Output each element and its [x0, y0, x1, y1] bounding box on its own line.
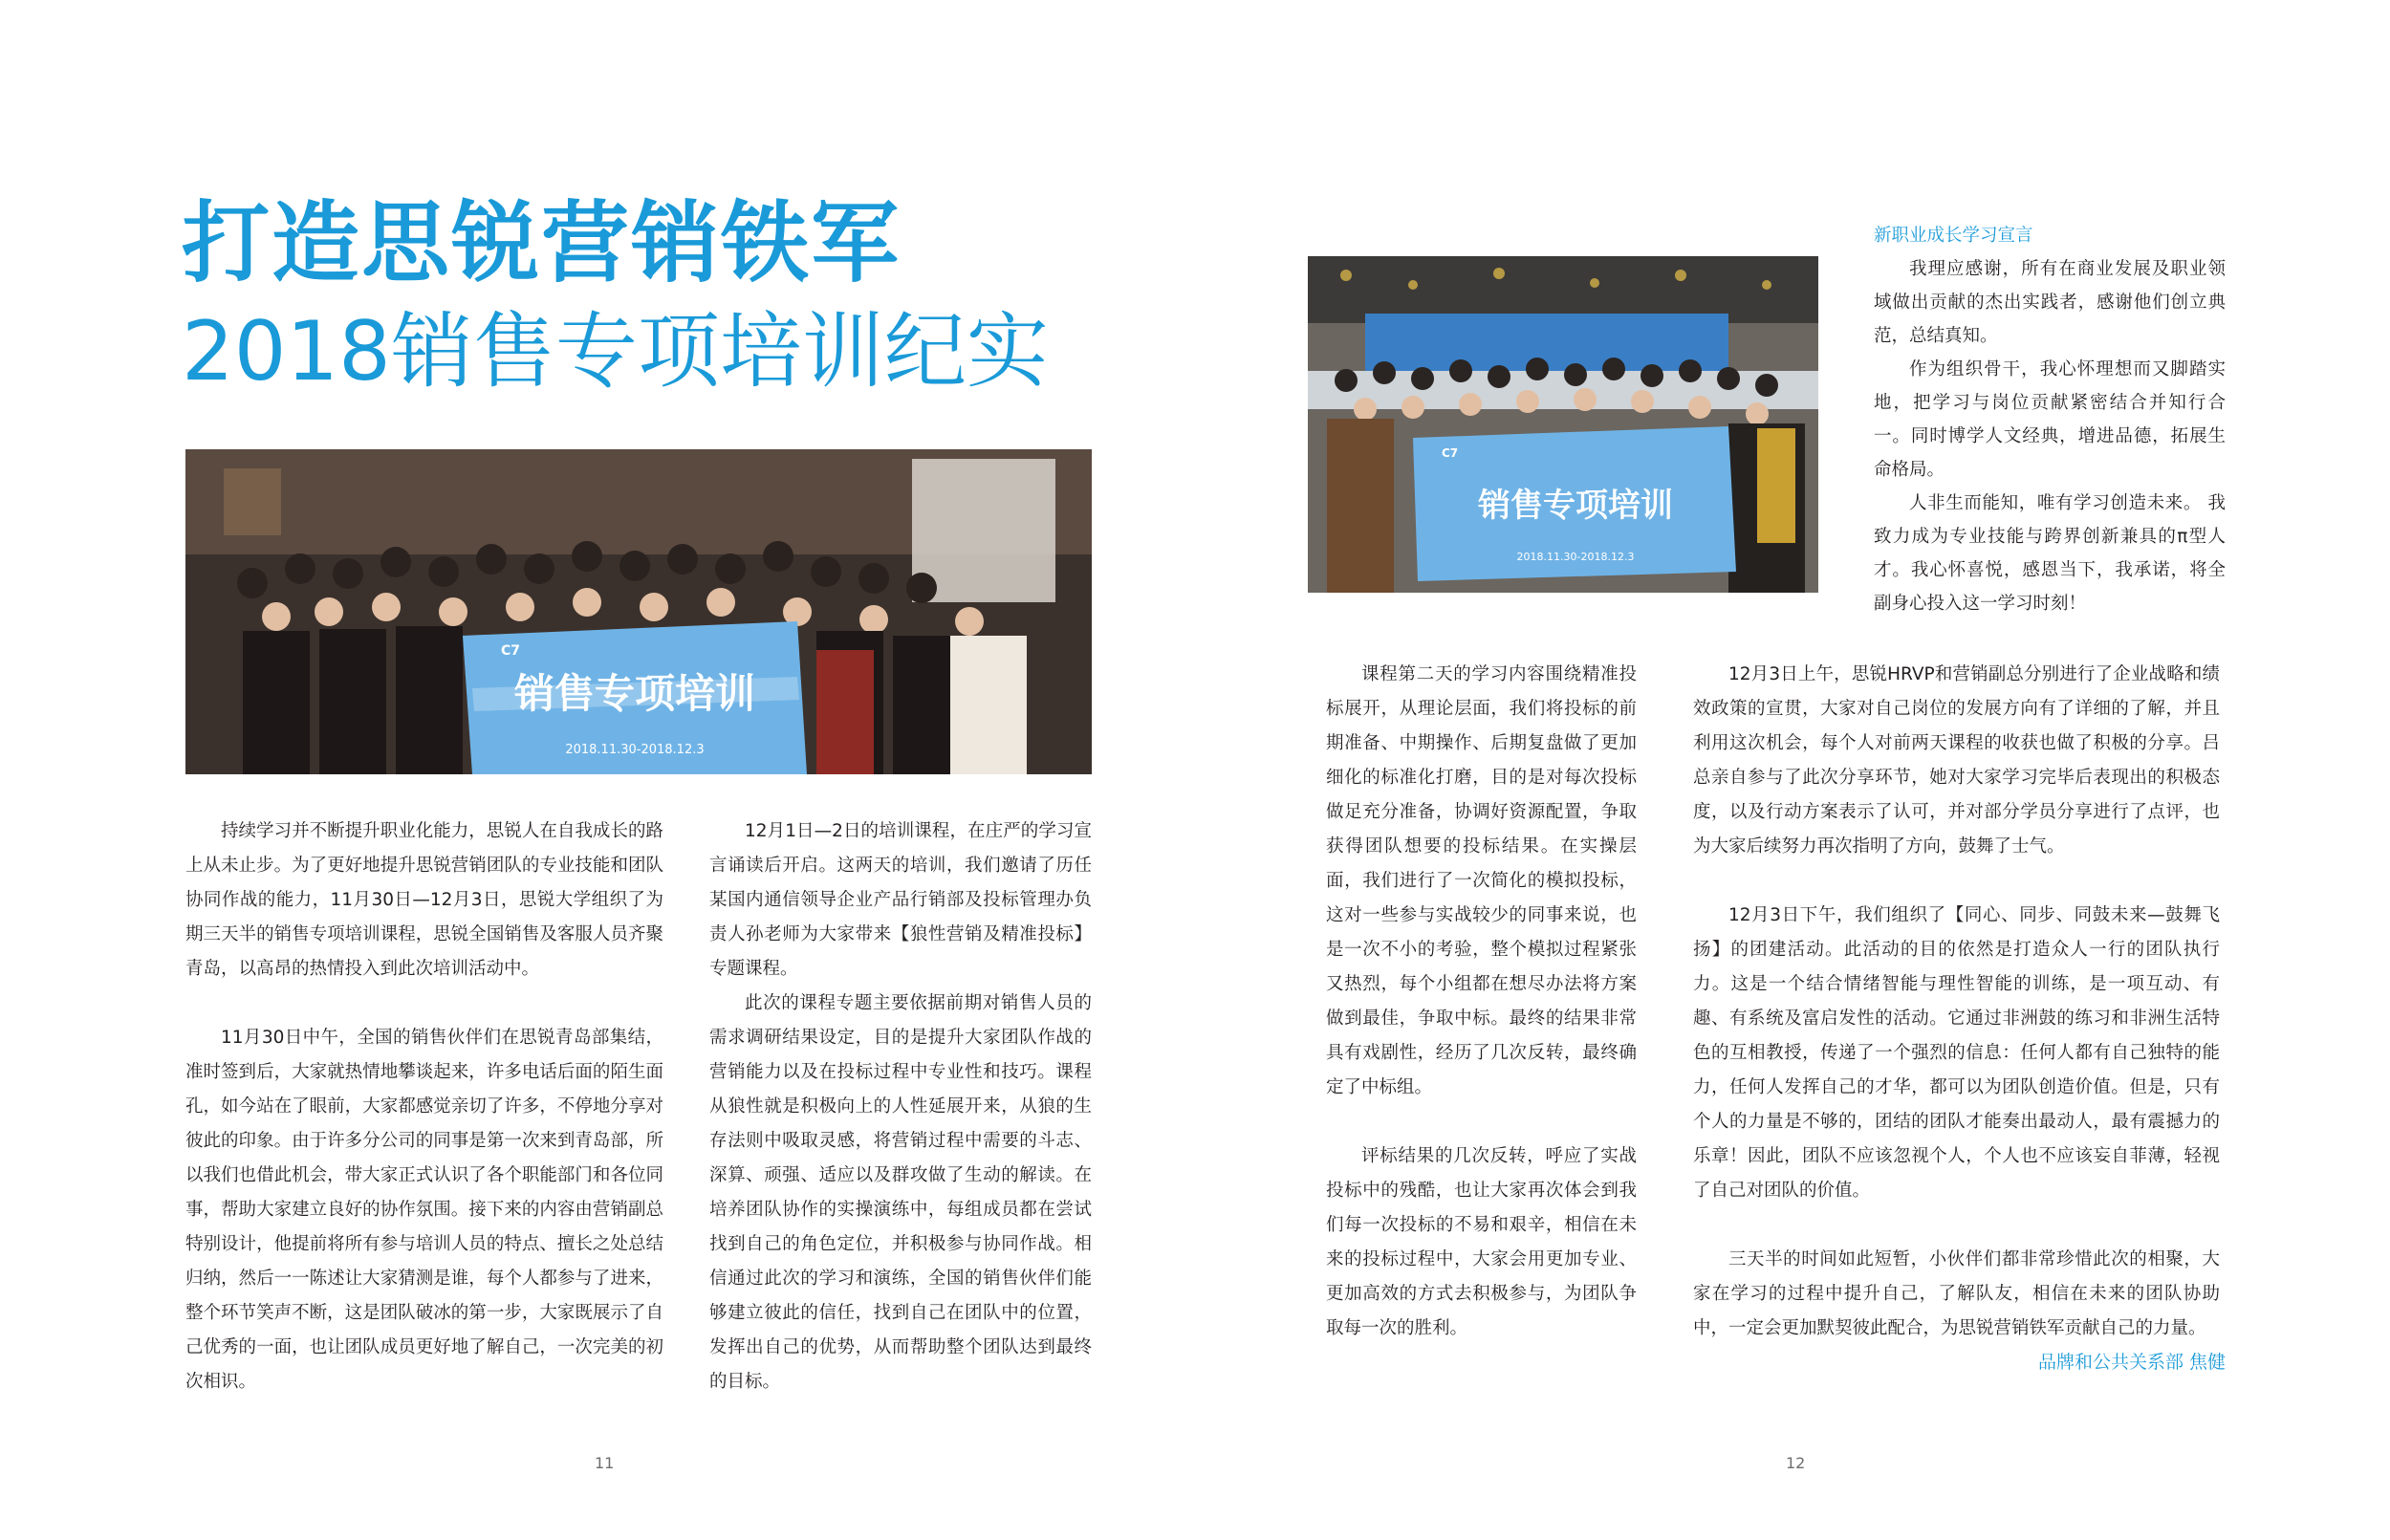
paragraph: 三天半的时间如此短暂，小伙伴们都非常珍惜此次的相聚，大家在学习的过程中提升自己，了解队友，相信在未来的团队协助中，一定会更加默契彼此配合，为思锐营销铁军贡献自己的力量。 [1693, 1249, 2220, 1338]
paragraph: 12月1日—2日的培训课程，在庄严的学习宣言诵读后开启。这两天的培训，我们邀请了历任某国内通信领导企业产品行销部及投标管理办负责人孙老师为大家带来【狼性营销及精准投标】专题课程。 [709, 821, 1092, 979]
paragraph: 12月3日上午，思锐HRVP和营销副总分别进行了企业战略和绩效政策的宣贯，大家对自己岗位的发展方向有了详细的了解，并且利用这次机会，每个人对前两天课程的收获也做了积极的分享。吕总亲自参与了此次分享环节，她对大家学习完毕后表现出的积极态度，以及行动方案表示了认可，并对部分学员分享进行了点评，也为大家后续努力再次指明了方向，鼓舞了士气。 [1693, 664, 2220, 857]
paragraph: 持续学习并不断提升职业化能力，思锐人在自我成长的路上从未止步。为了更好地提升思锐营销团队的专业技能和团队协同作战的能力，11月30日—12月3日，思锐大学组织了为期三天半的销售专项培训课程，思锐全国销售及客服人员齐聚青岛，以高昂的热情投入到此次培训活动中。 [185, 821, 663, 979]
left-column-2 [709, 814, 1092, 1399]
manifesto-column [1874, 252, 2226, 620]
banner-text-left: 销售专项培训 [513, 670, 756, 717]
left-column-1 [185, 814, 663, 1399]
group-photo-illustration [185, 449, 1092, 774]
paragraph: 人非生而能知，唯有学习创造未来。 我致力成为专业技能与跨界创新兼具的π型人才。我心怀喜悦，感恩当下，我承诺，将全副身心投入这一学习时刻！ [1874, 493, 2226, 614]
paragraph: 此次的课程专题主要依据前期对销售人员的需求调研结果设定，目的是提升大家团队作战的营销能力以及在投标过程中专业性和技巧。课程从狼性就是积极向上的人性延展开来，从狼的生存法则中吸取灵感，将营销过程中需要的斗志、深算、顽强、适应以及群攻做了生动的解读。在培养团队协作的实操演练中，每组成员都在尝试找到自己的角色定位，并积极参与协同作战。相信通过此次的学习和演练，全国的销售伙伴们能够建立彼此的信任，找到自己在团队中的位置，发挥出自己的优势，从而帮助整个团队达到最终的目标。 [709, 993, 1092, 1392]
right-column-2 [1693, 658, 2220, 1346]
banner-logo-left: C7 [501, 643, 521, 659]
group-photo-banquet [185, 449, 1092, 774]
paragraph: 作为组织骨干，我心怀理想而又脚踏实地，把学习与岗位贡献紧密结合并知行合一。同时博学人文经典，增进品德，拓展生命格局。 [1874, 359, 2226, 480]
paragraph: 12月3日下午，我们组织了【同心、同步、同鼓未来—鼓舞飞扬】的团建活动。此活动的目的依然是打造众人一行的团队执行力。这是一个结合情绪智能与理性智能的训练，是一项互动、有趣、有系统及富启发性的活动。它通过非洲鼓的练习和非洲生活特色的互相教授，传递了一个强烈的信息：任何人都有自己独特的能力，任何人发挥自己的才华，都可以为团队创造价值。但是，只有个人的力量是不够的，团结的团队才能奏出最动人，最有震撼力的乐章！因此，团队不应该忽视个人，个人也不应该妄自菲薄，轻视了自己对团队的价值。 [1693, 905, 2220, 1201]
banner-logo-right: C7 [1442, 446, 1459, 460]
page-number-right: 12 [1786, 1454, 1806, 1472]
right-column-1 [1326, 658, 1637, 1346]
paragraph: 11月30日中午，全国的销售伙伴们在思锐青岛部集结，准时签到后，大家就热情地攀谈起来，许多电话后面的陌生面孔，如今站在了眼前，大家都感觉亲切了许多，不停地分享对彼此的印象。由于许多分公司的同事是第一次来到青岛部，所以我们也借此机会，带大家正式认识了各个职能部门和各位同事，帮助大家建立良好的协作氛围。接下来的内容由营销副总特别设计，他提前将所有参与培训人员的特点、擅长之处总结归纳，然后一一陈述让大家猜测是谁，每个人都参与了进来，整个环节笑声不断，这是团队破冰的第一步，大家既展示了自己优秀的一面，也让团队成员更好地了解自己，一次完美的初次相识。 [185, 1028, 663, 1392]
paragraph: 我理应感谢，所有在商业发展及职业领域做出贡献的杰出实践者，感谢他们创立典范，总结真知。 [1874, 259, 2226, 346]
page-title: 打造思锐营销铁军 [182, 192, 902, 294]
page-number-left: 11 [595, 1454, 615, 1472]
group-photo-illustration [1308, 256, 1818, 593]
banner-date-right: 2018.11.30-2018.12.3 [1516, 551, 1635, 563]
manifesto-heading: 新职业成长学习宣言 [1874, 226, 2033, 246]
paragraph: 课程第二天的学习内容围绕精准投标展开，从理论层面，我们将投标的前期准备、中期操作、后期复盘做了更加细化的标准化打磨，目的是对每次投标做足充分准备，协调好资源配置，争取获得团队想要的投标结果。在实操层面，我们进行了一次简化的模拟投标，这对一些参与实战较少的同事来说，也是一次不小的考验，整个模拟过程紧张又热烈，每个小组都在想尽办法将方案做到最佳，争取中标。最终的结果非常具有戏剧性，经历了几次反转，最终确定了中标组。 [1326, 664, 1637, 1097]
banner-text-right: 销售专项培训 [1478, 487, 1673, 525]
group-photo-office [1308, 256, 1818, 593]
paragraph: 评标结果的几次反转，呼应了实战投标中的残酷，也让大家再次体会到我们每一次投标的不易和艰辛，相信在未来的投标过程中，大家会用更加专业、更加高效的方式去积极参与，为团队争取每一次的胜利。 [1326, 1146, 1637, 1338]
page-subtitle: 2018销售专项培训纪实 [182, 304, 1049, 400]
banner-date-left: 2018.11.30-2018.12.3 [565, 743, 705, 757]
author-byline: 品牌和公共关系部 焦健 [2037, 1352, 2226, 1373]
